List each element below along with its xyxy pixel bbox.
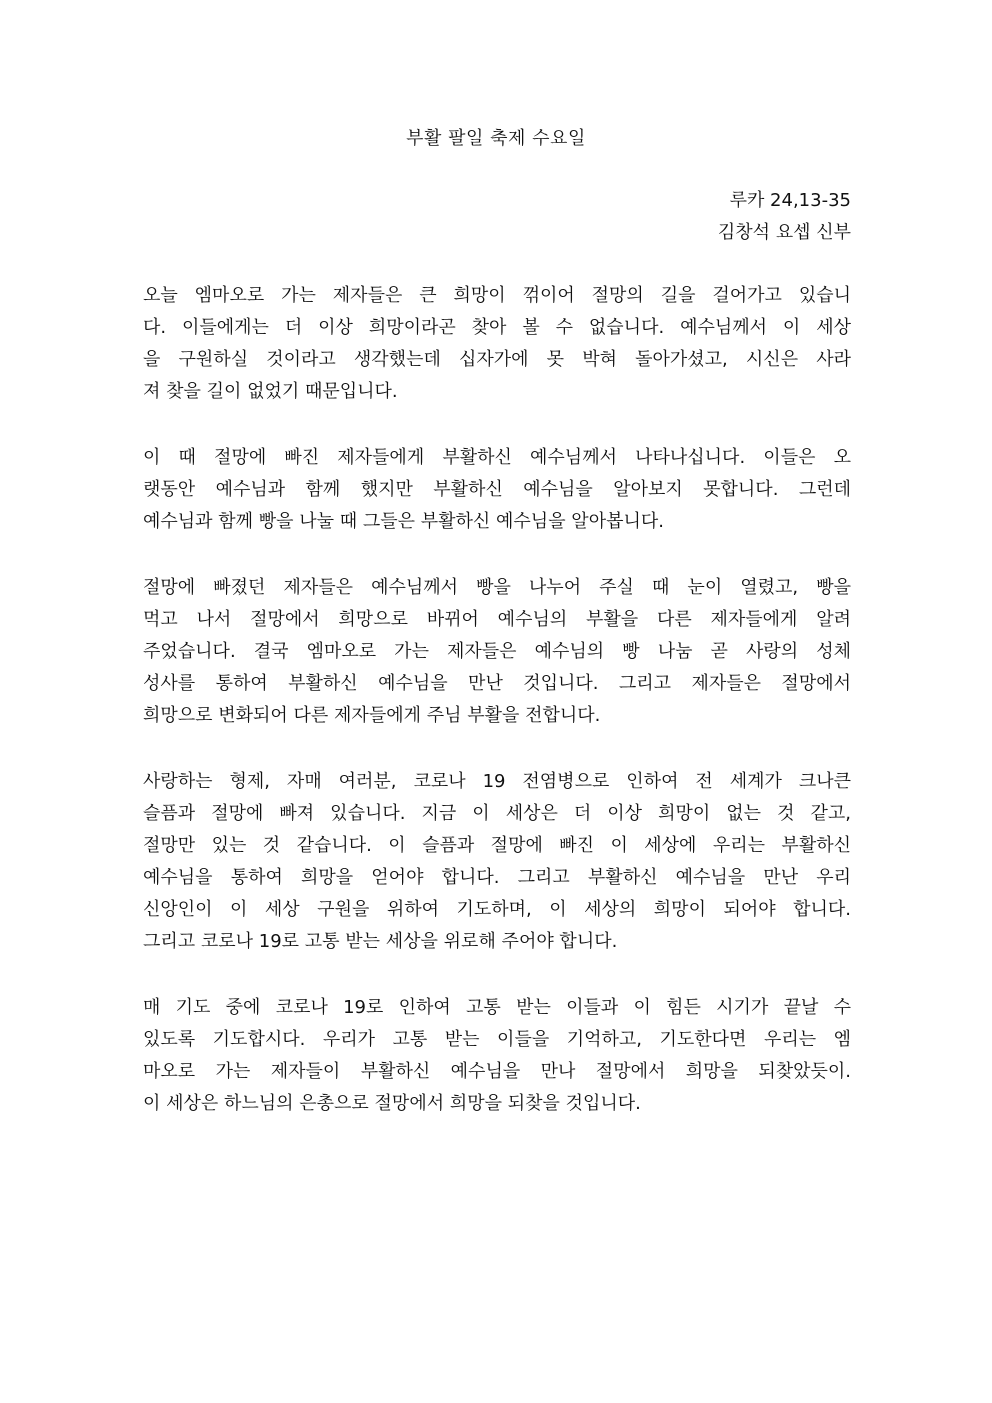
document-body bbox=[143, 280, 851, 1154]
text-line: 이 세상은 하느님의 은총으로 절망에서 희망을 되찾을 것입니다. bbox=[143, 1093, 641, 1114]
text-line: 주었습니다. 결국 엠마오로 가는 제자들은 예수님의 빵 나눔 곧 사랑의 성체 bbox=[143, 641, 851, 662]
paragraph-3 bbox=[143, 572, 851, 732]
paragraph-4 bbox=[143, 766, 851, 958]
text-line: 슬픔과 절망에 빠져 있습니다. 지금 이 세상은 더 이상 희망이 없는 것 같고, bbox=[143, 803, 851, 824]
scripture-reference: 루카 24,13-35 bbox=[729, 190, 851, 211]
text-line: 사랑하는 형제, 자매 여러분, 코로나 19 전염병으로 인하여 전 세계가 크나큰 bbox=[143, 771, 851, 792]
text-line: 다. 이들에게는 더 이상 희망이라곤 찾아 볼 수 없습니다. 예수님께서 이 세상 bbox=[143, 317, 851, 338]
text-line: 성사를 통하여 부활하신 예수님을 만난 것입니다. 그리고 제자들은 절망에서 bbox=[143, 673, 851, 694]
text-line: 먹고 나서 절망에서 희망으로 바뀌어 예수님의 부활을 다른 제자들에게 알려 bbox=[143, 609, 851, 630]
text-line: 오늘 엠마오로 가는 제자들은 큰 희망이 꺾이어 절망의 길을 걸어가고 있습니 bbox=[143, 285, 851, 306]
text-line: 마오로 가는 제자들이 부활하신 예수님을 만나 절망에서 희망을 되찾았듯이. bbox=[143, 1061, 851, 1082]
text-line: 매 기도 중에 코로나 19로 인하여 고통 받는 이들과 이 힘든 시기가 끝날 수 bbox=[143, 997, 851, 1018]
paragraph-1 bbox=[143, 280, 851, 408]
paragraph-2 bbox=[143, 442, 851, 538]
document-title: 부활 팔일 축제 수요일 bbox=[406, 128, 586, 149]
text-line: 예수님과 함께 빵을 나눌 때 그들은 부활하신 예수님을 알아봅니다. bbox=[143, 511, 664, 532]
text-line: 예수님을 통하여 희망을 얻어야 합니다. 그리고 부활하신 예수님을 만난 우리 bbox=[143, 867, 851, 888]
document-meta bbox=[718, 185, 851, 249]
author-name: 김창석 요셉 신부 bbox=[717, 222, 851, 243]
text-line: 그리고 코로나 19로 고통 받는 세상을 위로해 주어야 합니다. bbox=[143, 931, 618, 952]
text-line: 을 구원하실 것이라고 생각했는데 십자가에 못 박혀 돌아가셨고, 시신은 사라 bbox=[143, 349, 851, 370]
paragraph-5 bbox=[143, 992, 851, 1120]
text-line: 절망만 있는 것 같습니다. 이 슬픔과 절망에 빠진 이 세상에 우리는 부활하신 bbox=[143, 835, 851, 856]
text-line: 희망으로 변화되어 다른 제자들에게 주님 부활을 전합니다. bbox=[143, 705, 601, 726]
text-line: 절망에 빠졌던 제자들은 예수님께서 빵을 나누어 주실 때 눈이 열렸고, 빵을 bbox=[143, 577, 851, 598]
text-line: 있도록 기도합시다. 우리가 고통 받는 이들을 기억하고, 기도한다면 우리는 엠 bbox=[143, 1029, 851, 1050]
text-line: 랫동안 예수님과 함께 했지만 부활하신 예수님을 알아보지 못합니다. 그런데 bbox=[143, 479, 851, 500]
text-line: 신앙인이 이 세상 구원을 위하여 기도하며, 이 세상의 희망이 되어야 합니다. bbox=[143, 899, 851, 920]
text-line: 이 때 절망에 빠진 제자들에게 부활하신 예수님께서 나타나십니다. 이들은 오 bbox=[143, 447, 851, 468]
text-line: 져 찾을 길이 없었기 때문입니다. bbox=[143, 381, 398, 402]
